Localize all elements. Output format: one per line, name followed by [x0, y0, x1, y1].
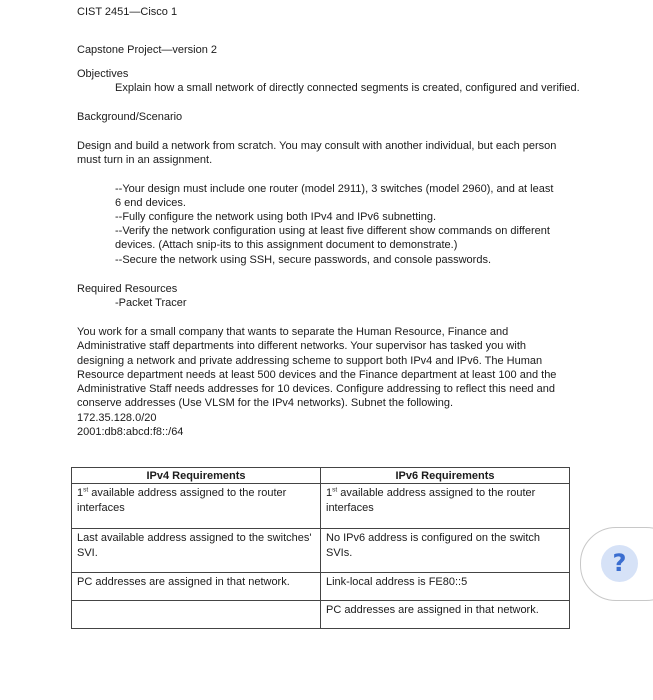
requirement-bullet: --Fully configure the network using both IPv4 and IPv6 subnetting.: [115, 211, 437, 223]
cell-text: available address assigned to the router interfaces: [326, 487, 536, 514]
requirements-table: [71, 467, 570, 629]
background-heading: Background/Scenario: [77, 111, 183, 123]
table-header-row: [72, 468, 570, 484]
ipv4-header: IPv4 Requirements: [72, 468, 321, 484]
resources-item: -Packet Tracer: [115, 297, 187, 309]
table-cell: No IPv6 address is configured on the switch SVIs.: [321, 529, 570, 573]
table-cell: PC addresses are assigned in that network.: [321, 601, 570, 629]
table-cell: [321, 484, 570, 529]
table-row: [72, 529, 570, 573]
table-cell: Last available address assigned to the switches' SVI.: [72, 529, 321, 573]
table-row: [72, 484, 570, 529]
requirement-bullet: --Your design must include one router (model 2911), 3 switches (model 2960), and at least 6 end devices.: [115, 183, 554, 210]
project-title: Capstone Project—version 2: [77, 44, 218, 56]
ipv4-network: 172.35.128.0/20: [77, 412, 157, 424]
course-header: CIST 2451—Cisco 1: [77, 6, 178, 18]
background-text: Design and build a network from scratch. You may consult with another individual, but each person must turn in an assignment.: [77, 140, 557, 167]
ipv6-header: IPv6 Requirements: [321, 468, 570, 484]
table-row: [72, 601, 570, 629]
question-mark-icon[interactable]: ?: [601, 545, 638, 582]
objectives-heading: Objectives: [77, 68, 129, 80]
table-cell: [72, 484, 321, 529]
table-cell: Link-local address is FE80::5: [321, 573, 570, 601]
ordinal-suffix: st: [332, 486, 338, 494]
table-row: [72, 573, 570, 601]
ordinal-number: 1: [77, 487, 84, 500]
scenario-text: You work for a small company that wants to separate the Human Resource, Finance and Administrative staff departments into different networks. Your supervisor has tasked you with designing a network and private addressing scheme to support both IPv4 and IPv6. The Human Resource department needs at least 500 devices and the Finance department at least 100 and the Administrative Staff needs addresses for 10 devices. Configure addressing to reflect this need and conserve addresses (Use VLSM for the IPv4 networks). Subnet the following.: [77, 326, 557, 410]
table-cell: [72, 601, 321, 629]
resources-heading: Required Resources: [77, 283, 178, 295]
table-cell: PC addresses are assigned in that network.: [72, 573, 321, 601]
ipv6-network: 2001:db8:abcd:f8::/64: [77, 426, 184, 438]
ordinal-number: 1: [326, 487, 333, 500]
requirement-bullet: --Secure the network using SSH, secure passwords, and console passwords.: [115, 254, 492, 266]
requirement-bullet: --Verify the network configuration using at least five different show commands on different devices. (Attach snip-its to this assignment document to demonstrate.): [115, 225, 550, 252]
cell-text: available address assigned to the router interfaces: [77, 487, 287, 514]
objectives-text: Explain how a small network of directly connected segments is created, configured and verified.: [115, 82, 580, 94]
ordinal-suffix: st: [83, 486, 89, 494]
